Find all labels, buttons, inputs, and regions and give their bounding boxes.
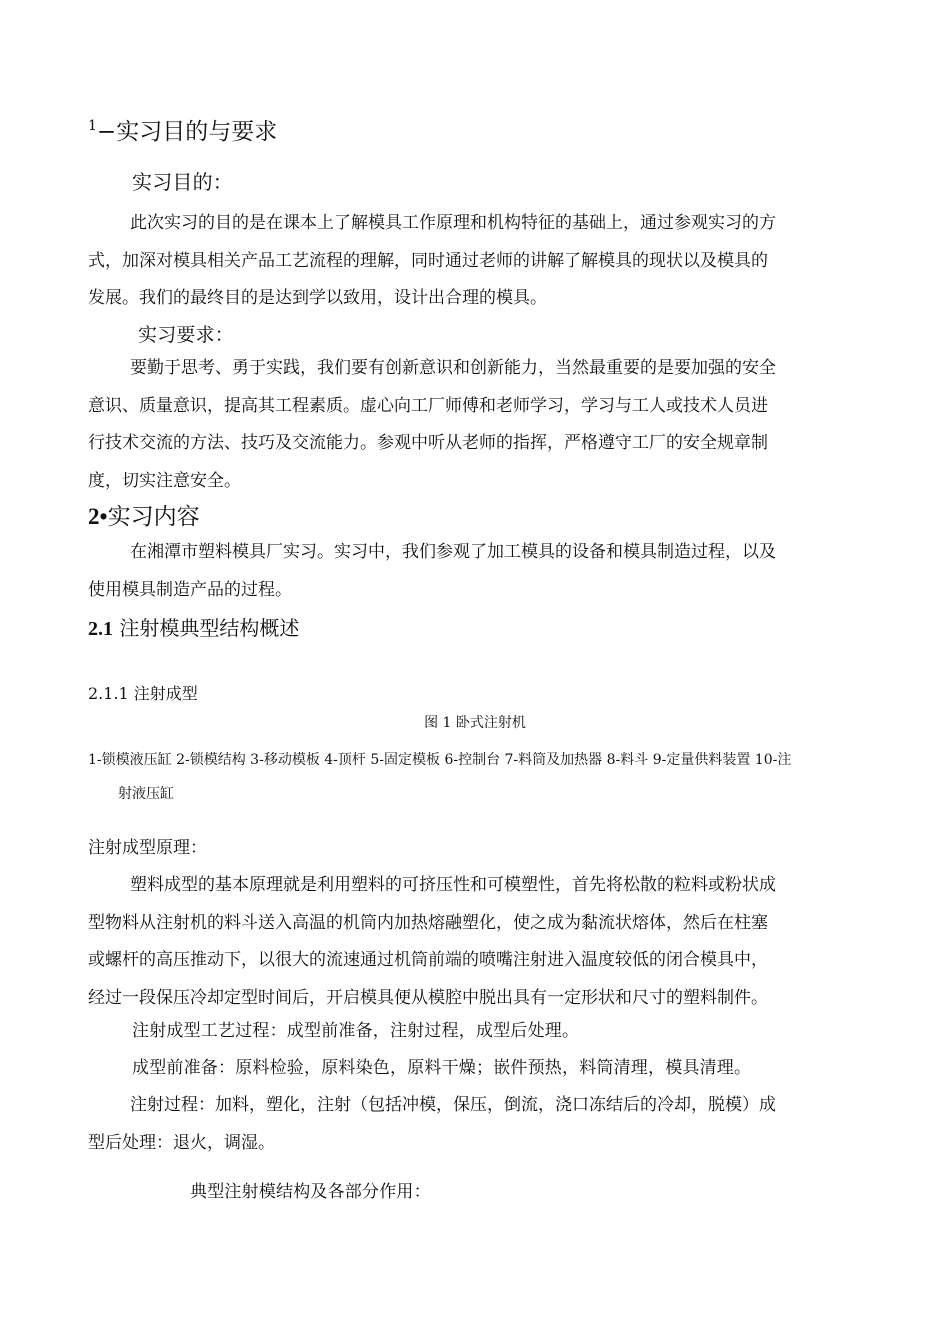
section-2-number: 2• xyxy=(88,504,108,529)
purpose-heading: 实习目的： xyxy=(132,170,233,194)
principle-paragraph xyxy=(88,867,862,1017)
principle-line-2: 型物料从注射机的料斗送入高温的机筒内加热熔融塑化，使之成为黏流状熔体，然后在柱塞 xyxy=(88,912,768,933)
section-1-title: −实习目的与要求 xyxy=(96,119,278,145)
principle-line-4: 经过一段保压冷却定型时间后，开启模具便从模腔中脱出具有一定形状和尺寸的塑料制件。 xyxy=(88,987,768,1008)
legend-line-2: 射液压缸 xyxy=(118,786,174,802)
section-2-intro xyxy=(88,534,862,609)
principle-line-3: 或螺杆的高压推动下，以很大的流速通过机筒前端的喷嘴注射进入温度较低的闭合模具中， xyxy=(88,950,768,970)
intro-line-2: 使用模具制造产品的过程。 xyxy=(88,579,292,600)
section-2-heading xyxy=(88,502,200,532)
principle-heading: 注射成型原理： xyxy=(88,838,207,858)
process-line: 注射成型工艺过程：成型前准备，注射过程，成型后处理。 xyxy=(132,1021,580,1041)
purpose-line-2: 式，加深对模具相关产品工艺流程的理解，同时通过老师的讲解了解模具的现状以及模具的 xyxy=(88,250,768,271)
requirement-line-3: 行技术交流的方法、技巧及交流能力。参观中听从老师的指挥，严格遵守工厂的安全规章制 xyxy=(88,433,768,453)
section-1-number: 1 xyxy=(88,118,97,134)
figure-legend xyxy=(88,743,868,811)
section-2-title: 实习内容 xyxy=(107,504,200,530)
intro-line-1: 在湘潭市塑料模具厂实习。实习中，我们参观了加工模具的设备和模具制造过程，以及 xyxy=(130,542,776,562)
requirement-paragraph xyxy=(88,350,862,500)
purpose-line-3: 发展。我们的最终目的是达到学以致用，设计出合理的模具。 xyxy=(88,288,547,308)
requirement-line-2: 意识、质量意识，提高其工程素质。虚心向工厂师傅和老师学习，学习与工人或技术人员进 xyxy=(88,395,768,416)
subsection-2-1-title: 注射模典型结构概述 xyxy=(119,616,300,640)
legend-line-1: 1-锁模液压缸 2-锁模结构 3-移动模板 4-顶杆 5-固定模板 6-控制台 7-料筒及加热器 8-料斗 9-定量供料装置 10-注 xyxy=(88,752,792,768)
injection-line-1: 注射过程：加料，塑化，注射（包括冲模，保压，倒流，浇口冻结后的冷却，脱模）成 xyxy=(130,1095,776,1115)
subsubsection-2-1-1: 2.1.1 注射成型 xyxy=(88,684,198,703)
injection-line-2: 型后处理：退火，调湿。 xyxy=(88,1132,275,1153)
purpose-line-1: 此次实习的目的是在课本上了解模具工作原理和机构特征的基础上，通过参观实习的方 xyxy=(130,213,776,233)
subsection-2-1-heading xyxy=(88,614,299,643)
injection-paragraph xyxy=(88,1087,862,1162)
purpose-paragraph xyxy=(88,205,862,318)
structure-heading: 典型注射模结构及各部分作用： xyxy=(190,1182,431,1202)
figure-caption: 图 1 卧式注射机 xyxy=(424,715,526,731)
principle-line-1: 塑料成型的基本原理就是利用塑料的可挤压性和可模塑性，首先将松散的粒料或粉状成 xyxy=(130,875,776,895)
requirement-line-1: 要勤于思考、勇于实践，我们要有创新意识和创新能力，当然最重要的是要加强的安全 xyxy=(130,358,776,378)
section-1-heading xyxy=(88,117,277,150)
requirement-line-4: 度，切实注意安全。 xyxy=(88,470,241,491)
requirement-heading: 实习要求： xyxy=(138,324,235,346)
prep-line: 成型前准备：原料检验，原料染色，原料干燥；嵌件预热，料筒清理，模具清理。 xyxy=(132,1058,752,1078)
subsection-2-1-number: 2.1 xyxy=(88,618,113,640)
